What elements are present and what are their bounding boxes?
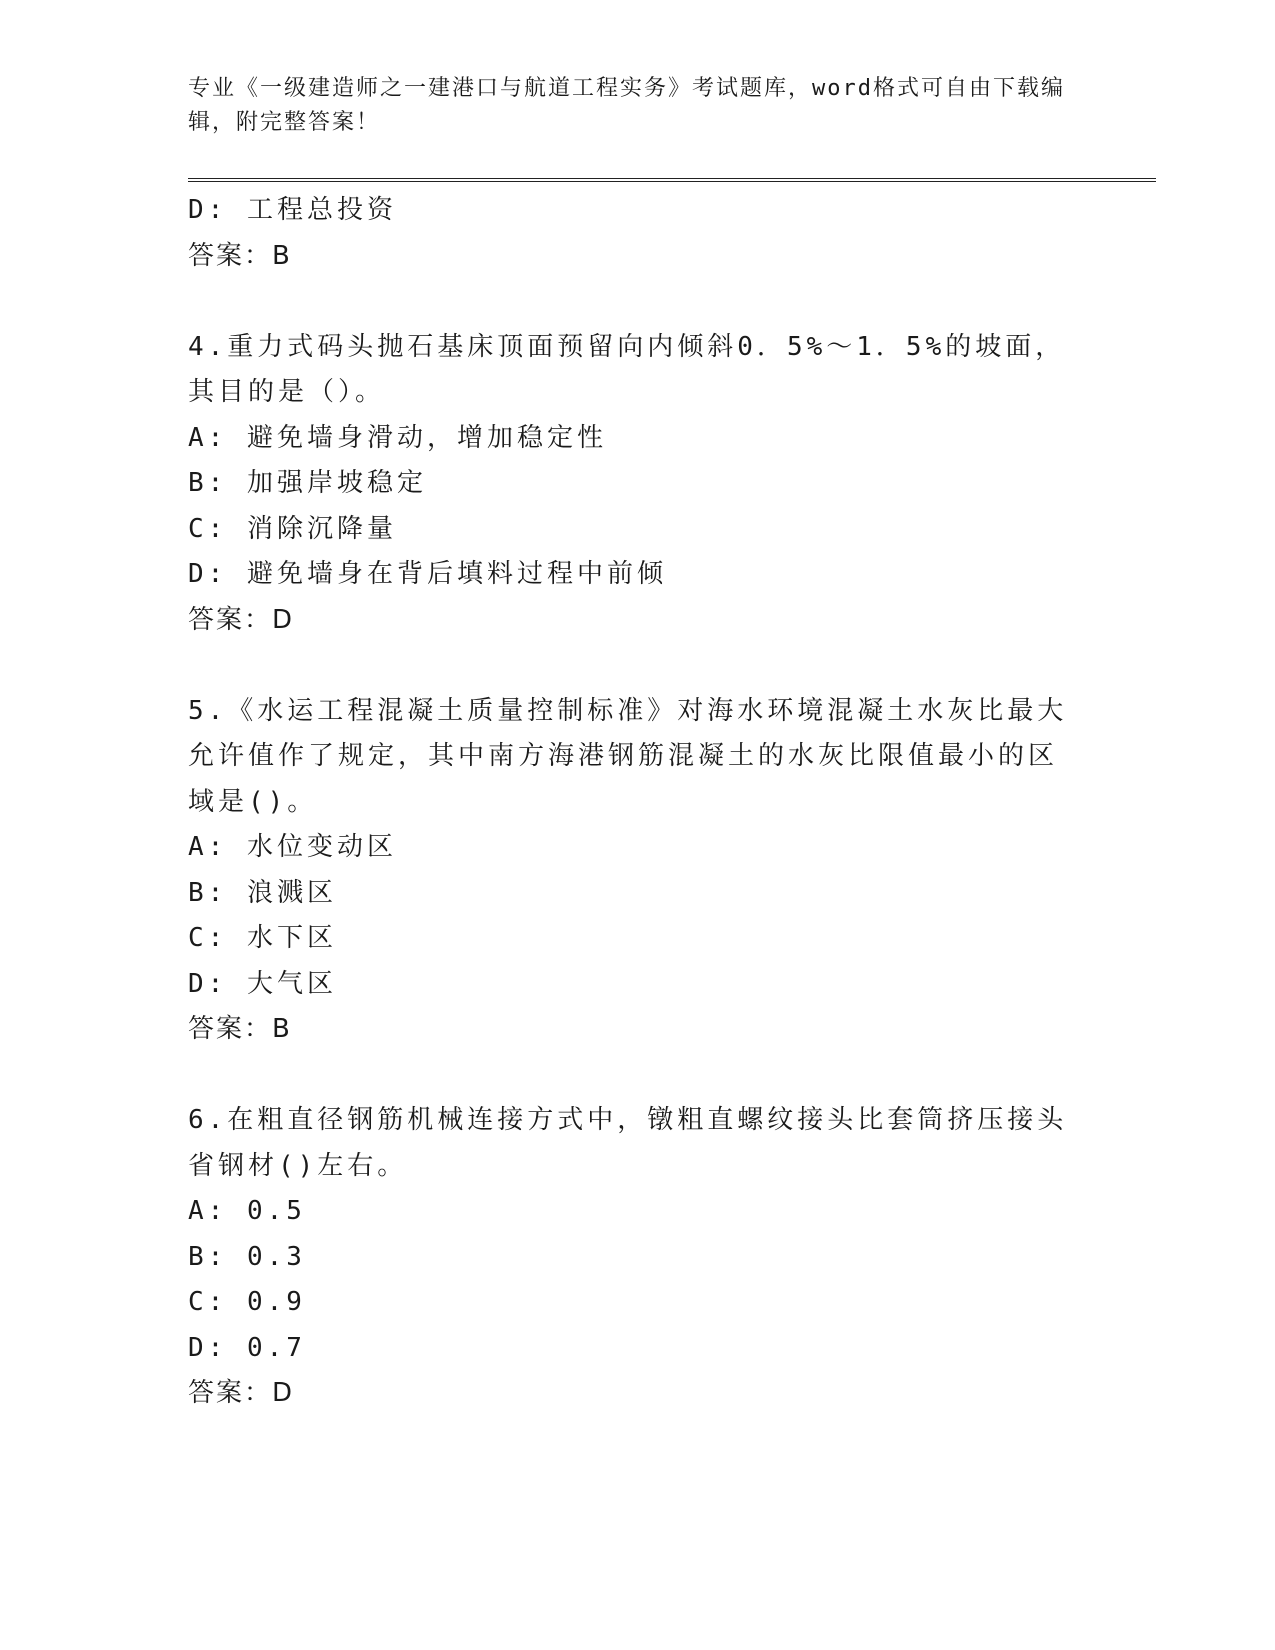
question-text: 4.重力式码头抛石基床顶面预留向内倾斜0．5%～1．5%的坡面，其目的是（）。 [188, 331, 1066, 407]
header-divider [188, 178, 1156, 182]
option-d: D: 0.7 [188, 1332, 306, 1363]
option-d: D: 避免墙身在背后填料过程中前倾 [188, 559, 667, 589]
document-header: 专业《一级建造师之一建港口与航道工程实务》考试题库，word格式可自由下载编辑，附完整答案！ [188, 76, 1065, 135]
question-block [188, 325, 1068, 644]
option-b: B: 浪溅区 [188, 877, 337, 908]
question-text: 5.《水运工程混凝土质量控制标准》对海水环境混凝土水灰比最大允许值作了规定，其中南方海港钢筋混凝土的水灰比限值最小的区域是()。 [188, 695, 1068, 817]
option-b: B: 加强岸坡稳定 [188, 468, 427, 498]
option-b: B: 0.3 [188, 1241, 306, 1272]
answer-line: 答案：B [188, 1014, 292, 1044]
answer-line: 答案：D [188, 604, 295, 635]
option-a: A: 避免墙身滑动，增加稳定性 [188, 422, 607, 453]
question-text: 6.在粗直径钢筋机械连接方式中，镦粗直螺纹接头比套筒挤压接头省钢材()左右。 [188, 1105, 1068, 1181]
question-block [188, 1098, 1068, 1417]
spacer [188, 279, 1068, 325]
option-a: A: 水位变动区 [188, 832, 397, 862]
option-d: D: 大气区 [188, 968, 337, 999]
option-c: C: 0.9 [188, 1287, 306, 1317]
spacer [188, 643, 1068, 689]
answer-line: 答案：D [188, 1378, 295, 1408]
document-body [188, 188, 1068, 1417]
option-d: D: 工程总投资 [188, 195, 397, 225]
answer-line: 答案：B [188, 240, 292, 271]
spacer [188, 1053, 1068, 1099]
question-block [188, 689, 1068, 1053]
option-a: A: 0.5 [188, 1196, 306, 1226]
option-c: C: 消除沉降量 [188, 513, 397, 544]
option-c: C: 水下区 [188, 923, 337, 953]
